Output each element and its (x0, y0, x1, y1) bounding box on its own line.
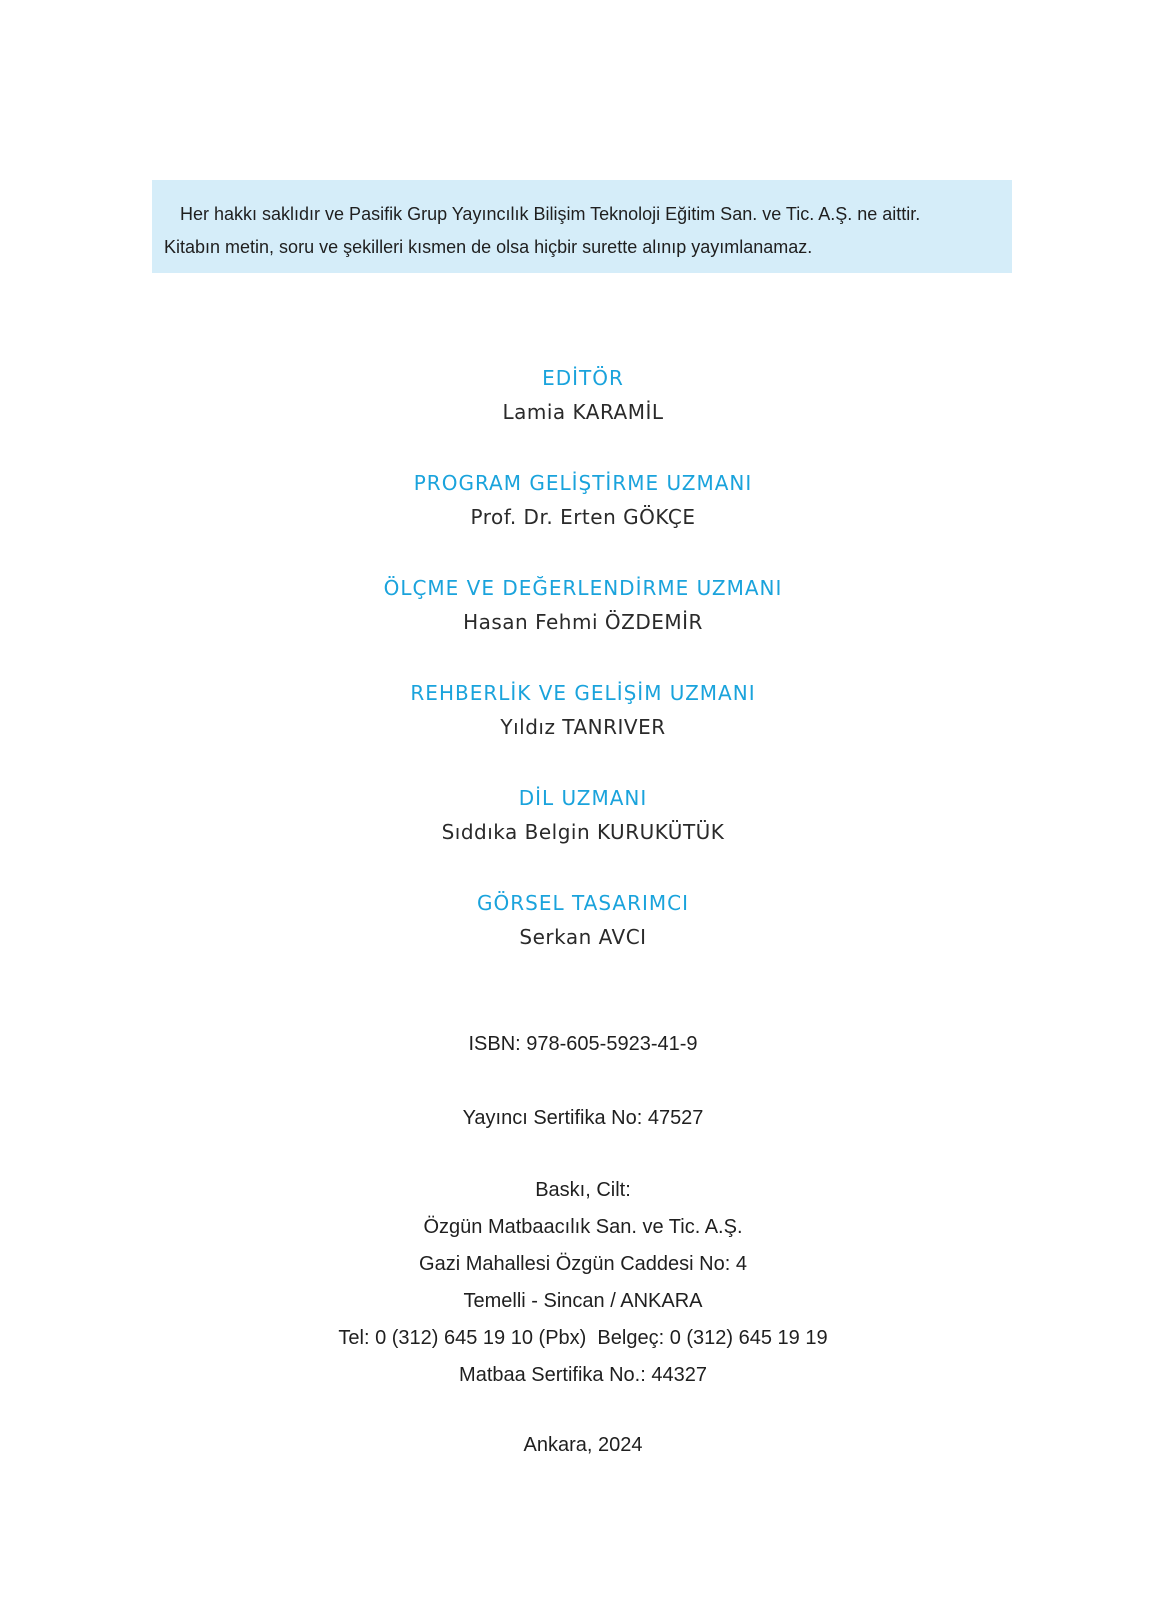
credit-role: ÖLÇME VE DEĞERLENDİRME UZMANI (383, 576, 783, 600)
credits-list (0, 364, 1166, 994)
isbn: ISBN: 978-605-5923-41-9 (468, 1033, 698, 1055)
printing-address-1: Gazi Mahallesi Özgün Caddesi No: 4 (419, 1253, 747, 1275)
printing-info (0, 1172, 1166, 1394)
printing-phone: Tel: 0 (312) 645 19 10 (Pbx) Belgeç: 0 (312) 645 19 19 (338, 1327, 828, 1349)
credit-language (0, 784, 1166, 889)
credit-visual-design (0, 889, 1166, 994)
credit-name: Hasan Fehmi ÖZDEMİR (463, 610, 703, 634)
credit-name: Sıddıka Belgin KURUKÜTÜK (441, 820, 725, 844)
credit-role: GÖRSEL TASARIMCI (477, 891, 689, 915)
credit-name: Yıldız TANRIVER (500, 715, 666, 739)
copyright-line-2: Kitabın metin, soru ve şekilleri kısmen de olsa hiçbir surette alınıp yayımlanamaz. (164, 237, 813, 257)
copyright-line-1: Her hakkı saklıdır ve Pasifik Grup Yayıncılık Bilişim Teknoloji Eğitim San. ve Tic. A.Ş. ne aittir. (180, 204, 921, 224)
printing-certificate: Matbaa Sertifika No.: 44327 (459, 1364, 707, 1386)
copyright-notice (152, 180, 1012, 273)
credit-role: REHBERLİK VE GELİŞİM UZMANI (410, 681, 756, 705)
credit-name: Lamia KARAMİL (502, 400, 664, 424)
printing-heading: Baskı, Cilt: (535, 1179, 631, 1201)
credit-name: Serkan AVCI (519, 925, 647, 949)
credit-assessment (0, 574, 1166, 679)
credit-guidance (0, 679, 1166, 784)
credit-role: PROGRAM GELİŞTİRME UZMANI (413, 471, 753, 495)
printing-company: Özgün Matbaacılık San. ve Tic. A.Ş. (423, 1216, 743, 1238)
credit-program-development (0, 469, 1166, 574)
printing-address-2: Temelli - Sincan / ANKARA (463, 1290, 703, 1312)
credit-editor (0, 364, 1166, 469)
credit-role: DİL UZMANI (518, 786, 648, 810)
credit-name: Prof. Dr. Erten GÖKÇE (470, 505, 696, 529)
publisher-certificate: Yayıncı Sertifika No: 47527 (462, 1107, 704, 1129)
credit-role: EDİTÖR (542, 366, 624, 390)
place-date: Ankara, 2024 (523, 1434, 643, 1456)
